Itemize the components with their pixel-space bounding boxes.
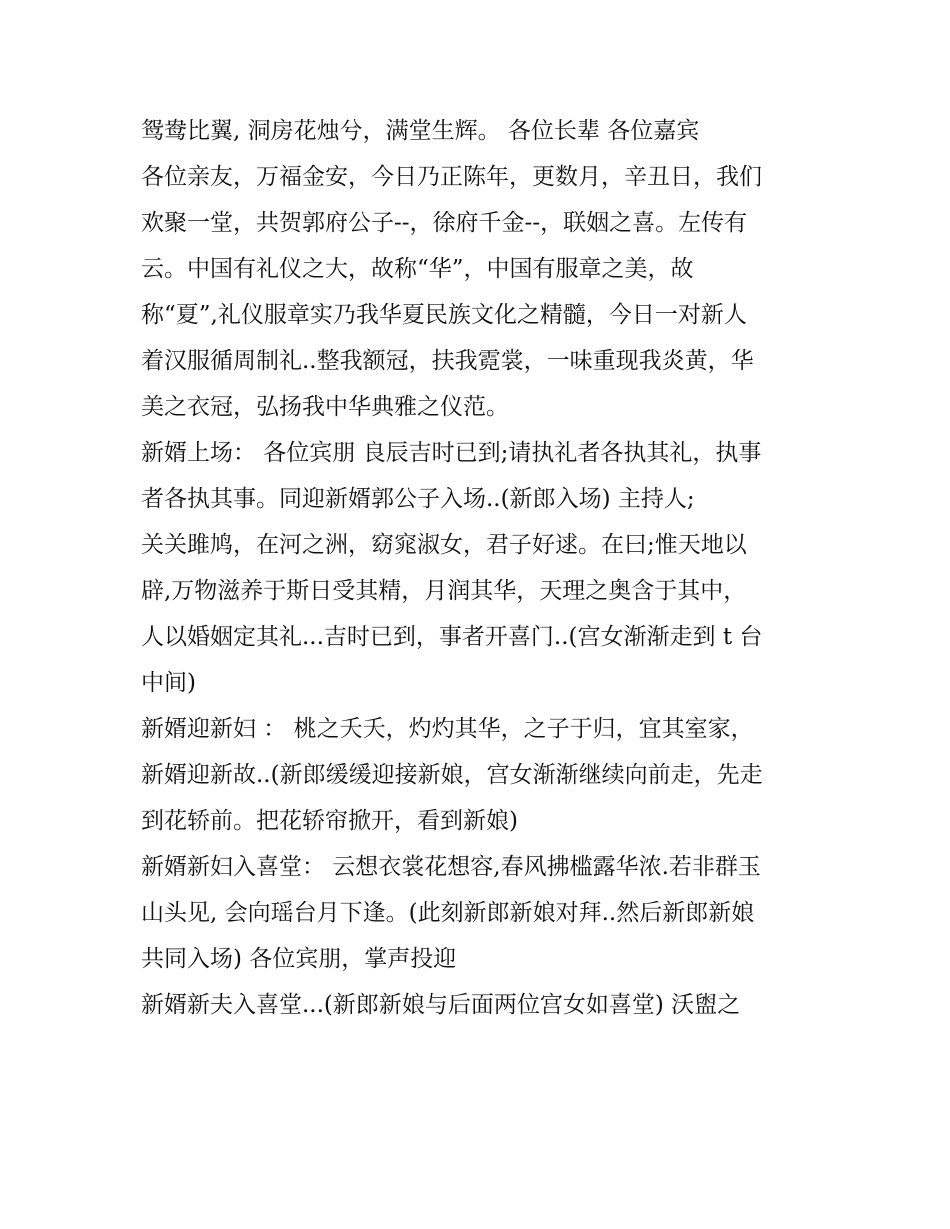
text-line: 共同入场) 各位宾朋，掌声投迎 <box>141 946 457 972</box>
text-line: 云。中国有礼仪之大，故称“华”，中国有服章之美，故 <box>141 256 694 282</box>
text-line: 新婿上场： 各位宾朋 良辰吉时已到;请执礼者各执其礼，执事 <box>141 440 762 466</box>
text-line: 鸳鸯比翼, 洞房花烛兮，满堂生辉。 各位长辈 各位嘉宾 <box>141 118 700 144</box>
text-line: 各位亲友，万福金安，今日乃正陈年，更数月，辛丑日，我们 <box>141 164 762 190</box>
text-line: 关关雎鸠，在河之洲，窈窕淑女，君子好逑。在曰;惟天地以 <box>141 532 747 558</box>
text-line: 着汉服循周制礼..整我额冠，扶我霓裳，一味重现我炎黄，华 <box>141 348 754 374</box>
text-line: 中间) <box>141 670 196 696</box>
text-line: 者各执其事。同迎新婿郭公子入场..(新郎入场) 主持人; <box>141 486 695 512</box>
text-line: 新婿新夫入喜堂...(新郎新娘与后面两位宫女如喜堂) 沃盥之 <box>141 992 741 1018</box>
text-line: 称“夏”,礼仪服章实乃我华夏民族文化之精髓，今日一对新人 <box>141 302 747 328</box>
text-line: 新婿迎新妇 ： 桃之夭夭，灼灼其华，之子于归，宜其室家， <box>141 716 754 742</box>
text-line: 人以婚姻定其礼...吉时已到，事者开喜门..(宫女渐渐走到 t 台 <box>141 624 763 650</box>
text-line: 欢聚一堂，共贺郭府公子--，徐府千金--，联姻之喜。左传有 <box>141 210 748 236</box>
document-body <box>141 108 821 1028</box>
text-line: 新婿新妇入喜堂： 云想衣裳花想容,春风拂槛露华浓.若非群玉 <box>141 854 761 880</box>
text-line: 到花轿前。把花轿帘掀开，看到新娘) <box>141 808 518 834</box>
text-line: 新婿迎新故..(新郎缓缓迎接新娘，宫女渐渐继续向前走，先走 <box>141 762 763 788</box>
text-line: 山头见, 会向瑶台月下逢。(此刻新郎新娘对拜..然后新郎新娘 <box>141 900 755 926</box>
text-line: 辟,万物滋养于斯日受其精，月润其华，天理之奥含于其中， <box>141 578 747 604</box>
text-line: 美之衣冠，弘扬我中华典雅之仪范。 <box>141 394 509 420</box>
